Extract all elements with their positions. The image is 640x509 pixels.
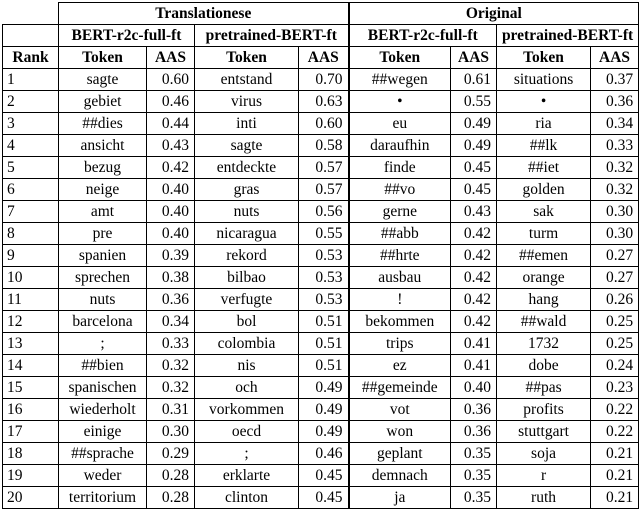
table-row [3, 157, 639, 179]
model-header: BERT-r2c-full-ft [59, 25, 195, 47]
token-cell: neige [59, 179, 147, 201]
rank-cell: 10 [3, 267, 59, 289]
token-cell: demnach [349, 465, 451, 487]
token-cell: geplant [349, 443, 451, 465]
token-cell: sagte [59, 69, 147, 91]
aas-cell: 0.40 [147, 179, 195, 201]
aas-cell: 0.60 [299, 113, 349, 135]
token-cell: nicaragua [195, 223, 299, 245]
aas-cell: 0.25 [591, 333, 639, 355]
aas-cell: 0.22 [591, 421, 639, 443]
rank-cell: 18 [3, 443, 59, 465]
token-column-header: Token [497, 47, 591, 69]
aas-cell: 0.55 [451, 91, 497, 113]
aas-column-header: AAS [591, 47, 639, 69]
token-cell: ; [195, 443, 299, 465]
token-cell: einige [59, 421, 147, 443]
aas-cell: 0.55 [299, 223, 349, 245]
aas-cell: 0.57 [299, 157, 349, 179]
token-cell: clinton [195, 487, 299, 509]
aas-column-header: AAS [299, 47, 349, 69]
aas-cell: 0.28 [147, 465, 195, 487]
group-header-row [3, 3, 639, 25]
rank-cell: 7 [3, 201, 59, 223]
aas-cell: 0.40 [451, 377, 497, 399]
aas-cell: 0.41 [451, 355, 497, 377]
token-cell: hang [497, 289, 591, 311]
aas-cell: 0.43 [147, 135, 195, 157]
token-cell: soja [497, 443, 591, 465]
token-cell: ez [349, 355, 451, 377]
token-cell: ##dies [59, 113, 147, 135]
token-cell: spanischen [59, 377, 147, 399]
token-cell: gerne [349, 201, 451, 223]
aas-cell: 0.27 [591, 245, 639, 267]
aas-cell: 0.42 [451, 245, 497, 267]
aas-cell: 0.58 [299, 135, 349, 157]
aas-cell: 0.23 [591, 377, 639, 399]
token-cell: ##hrte [349, 245, 451, 267]
aas-cell: 0.53 [299, 267, 349, 289]
rank-cell: 3 [3, 113, 59, 135]
corner-cell [3, 3, 59, 25]
aas-cell: 0.42 [451, 267, 497, 289]
rank-cell: 8 [3, 223, 59, 245]
token-cell: ##abb [349, 223, 451, 245]
table-row [3, 69, 639, 91]
token-cell: turm [497, 223, 591, 245]
token-cell: gebiet [59, 91, 147, 113]
aas-cell: 0.46 [147, 91, 195, 113]
aas-cell: 0.45 [299, 465, 349, 487]
rank-cell: 12 [3, 311, 59, 333]
aas-cell: 0.30 [147, 421, 195, 443]
aas-cell: 0.34 [147, 311, 195, 333]
group-header-original: Original [349, 3, 639, 25]
token-cell: nis [195, 355, 299, 377]
table-row [3, 113, 639, 135]
aas-cell: 0.42 [147, 157, 195, 179]
aas-cell: 0.61 [451, 69, 497, 91]
aas-cell: 0.36 [451, 421, 497, 443]
aas-cell: 0.21 [591, 487, 639, 509]
aas-cell: 0.30 [591, 223, 639, 245]
table-row [3, 333, 639, 355]
table-row [3, 245, 639, 267]
token-cell: nuts [195, 201, 299, 223]
aas-cell: 0.32 [591, 157, 639, 179]
aas-cell: 0.32 [591, 179, 639, 201]
aas-cell: 0.51 [299, 355, 349, 377]
aas-cell: 0.49 [299, 377, 349, 399]
aas-cell: 0.35 [451, 487, 497, 509]
rank-cell: 11 [3, 289, 59, 311]
rank-cell: 16 [3, 399, 59, 421]
token-cell: situations [497, 69, 591, 91]
token-cell: ja [349, 487, 451, 509]
token-cell: 1732 [497, 333, 591, 355]
aas-cell: 0.45 [299, 487, 349, 509]
aas-cell: 0.49 [451, 135, 497, 157]
token-cell: erklarte [195, 465, 299, 487]
rank-cell: 14 [3, 355, 59, 377]
rank-cell: 20 [3, 487, 59, 509]
model-header: BERT-r2c-full-ft [349, 25, 497, 47]
token-cell: ##gemeinde [349, 377, 451, 399]
table-row [3, 135, 639, 157]
token-cell: daraufhin [349, 135, 451, 157]
token-cell: ##wegen [349, 69, 451, 91]
rank-cell: 5 [3, 157, 59, 179]
token-cell: trips [349, 333, 451, 355]
token-cell: ausbau [349, 267, 451, 289]
aas-cell: 0.60 [147, 69, 195, 91]
token-cell: • [349, 91, 451, 113]
aas-cell: 0.35 [451, 465, 497, 487]
aas-cell: 0.37 [591, 69, 639, 91]
token-cell: ansicht [59, 135, 147, 157]
aas-cell: 0.42 [451, 223, 497, 245]
aas-cell: 0.49 [299, 399, 349, 421]
token-cell: verfugte [195, 289, 299, 311]
aas-cell: 0.42 [451, 289, 497, 311]
token-cell: orange [497, 267, 591, 289]
token-cell: finde [349, 157, 451, 179]
rank-cell: 15 [3, 377, 59, 399]
aas-cell: 0.43 [451, 201, 497, 223]
aas-cell: 0.49 [299, 421, 349, 443]
rank-cell: 4 [3, 135, 59, 157]
token-cell: weder [59, 465, 147, 487]
aas-cell: 0.26 [591, 289, 639, 311]
table-row [3, 487, 639, 509]
aas-cell: 0.36 [451, 399, 497, 421]
aas-cell: 0.33 [147, 333, 195, 355]
token-cell: vot [349, 399, 451, 421]
aas-cell: 0.44 [147, 113, 195, 135]
group-header-translationese: Translationese [59, 3, 349, 25]
model-header-row [3, 25, 639, 47]
token-cell: ##bien [59, 355, 147, 377]
rank-cell: 2 [3, 91, 59, 113]
token-cell: entdeckte [195, 157, 299, 179]
table-row [3, 289, 639, 311]
aas-cell: 0.30 [591, 201, 639, 223]
aas-cell: 0.25 [591, 311, 639, 333]
token-cell: och [195, 377, 299, 399]
token-cell: ##vo [349, 179, 451, 201]
token-cell: ! [349, 289, 451, 311]
aas-cell: 0.45 [451, 179, 497, 201]
token-cell: bekommen [349, 311, 451, 333]
token-cell: ruth [497, 487, 591, 509]
aas-cell: 0.40 [147, 201, 195, 223]
aas-cell: 0.33 [591, 135, 639, 157]
aas-cell: 0.21 [591, 443, 639, 465]
table-row [3, 201, 639, 223]
token-column-header: Token [59, 47, 147, 69]
rank-cell: 19 [3, 465, 59, 487]
aas-cell: 0.31 [147, 399, 195, 421]
results-table [2, 2, 639, 509]
aas-cell: 0.42 [451, 311, 497, 333]
aas-cell: 0.27 [591, 267, 639, 289]
token-column-header: Token [195, 47, 299, 69]
token-column-header: Token [349, 47, 451, 69]
aas-cell: 0.24 [591, 355, 639, 377]
token-cell: • [497, 91, 591, 113]
aas-cell: 0.46 [299, 443, 349, 465]
token-cell: sagte [195, 135, 299, 157]
table-row [3, 377, 639, 399]
model-header: pretrained-BERT-ft [195, 25, 349, 47]
token-cell: pre [59, 223, 147, 245]
aas-cell: 0.34 [591, 113, 639, 135]
token-cell: profits [497, 399, 591, 421]
rank-cell: 6 [3, 179, 59, 201]
aas-cell: 0.45 [451, 157, 497, 179]
table-row [3, 399, 639, 421]
table-row [3, 355, 639, 377]
token-cell: stuttgart [497, 421, 591, 443]
aas-cell: 0.51 [299, 311, 349, 333]
aas-cell: 0.56 [299, 201, 349, 223]
token-cell: wiederholt [59, 399, 147, 421]
token-cell: golden [497, 179, 591, 201]
token-cell: barcelona [59, 311, 147, 333]
token-cell: bilbao [195, 267, 299, 289]
aas-cell: 0.32 [147, 355, 195, 377]
table-row [3, 421, 639, 443]
token-cell: dobe [497, 355, 591, 377]
token-cell: ##lk [497, 135, 591, 157]
aas-cell: 0.41 [451, 333, 497, 355]
table-row [3, 311, 639, 333]
token-cell: bezug [59, 157, 147, 179]
token-cell: ##iet [497, 157, 591, 179]
table-row [3, 179, 639, 201]
table-row [3, 443, 639, 465]
rank-cell: 17 [3, 421, 59, 443]
token-cell: ria [497, 113, 591, 135]
aas-cell: 0.39 [147, 245, 195, 267]
token-cell: amt [59, 201, 147, 223]
token-cell: entstand [195, 69, 299, 91]
aas-cell: 0.28 [147, 487, 195, 509]
token-cell: spanien [59, 245, 147, 267]
aas-cell: 0.49 [451, 113, 497, 135]
aas-cell: 0.29 [147, 443, 195, 465]
table-row [3, 465, 639, 487]
token-cell: eu [349, 113, 451, 135]
aas-cell: 0.53 [299, 245, 349, 267]
column-header-row [3, 47, 639, 69]
rank-cell: 13 [3, 333, 59, 355]
aas-cell: 0.57 [299, 179, 349, 201]
model-header: pretrained-BERT-ft [497, 25, 639, 47]
token-cell: colombia [195, 333, 299, 355]
aas-cell: 0.38 [147, 267, 195, 289]
aas-cell: 0.53 [299, 289, 349, 311]
table-row [3, 267, 639, 289]
token-cell: sprechen [59, 267, 147, 289]
rank-column-header: Rank [3, 47, 59, 69]
token-cell: vorkommen [195, 399, 299, 421]
token-cell: won [349, 421, 451, 443]
aas-cell: 0.32 [147, 377, 195, 399]
token-cell: territorium [59, 487, 147, 509]
token-cell: rekord [195, 245, 299, 267]
token-cell: ##sprache [59, 443, 147, 465]
token-cell: ##emen [497, 245, 591, 267]
rank-cell: 9 [3, 245, 59, 267]
aas-cell: 0.22 [591, 399, 639, 421]
aas-cell: 0.51 [299, 333, 349, 355]
rank-cell: 1 [3, 69, 59, 91]
token-cell: ##wald [497, 311, 591, 333]
aas-cell: 0.36 [591, 91, 639, 113]
token-cell: gras [195, 179, 299, 201]
token-cell: bol [195, 311, 299, 333]
aas-cell: 0.40 [147, 223, 195, 245]
aas-column-header: AAS [147, 47, 195, 69]
token-cell: ##pas [497, 377, 591, 399]
aas-cell: 0.36 [147, 289, 195, 311]
aas-cell: 0.35 [451, 443, 497, 465]
rank-header-spacer [3, 25, 59, 47]
token-cell: oecd [195, 421, 299, 443]
token-cell: r [497, 465, 591, 487]
token-cell: ; [59, 333, 147, 355]
table-row [3, 91, 639, 113]
aas-cell: 0.63 [299, 91, 349, 113]
aas-cell: 0.70 [299, 69, 349, 91]
token-cell: nuts [59, 289, 147, 311]
token-cell: sak [497, 201, 591, 223]
aas-cell: 0.21 [591, 465, 639, 487]
table-row [3, 223, 639, 245]
aas-column-header: AAS [451, 47, 497, 69]
token-cell: inti [195, 113, 299, 135]
table-body [3, 69, 639, 509]
token-cell: virus [195, 91, 299, 113]
